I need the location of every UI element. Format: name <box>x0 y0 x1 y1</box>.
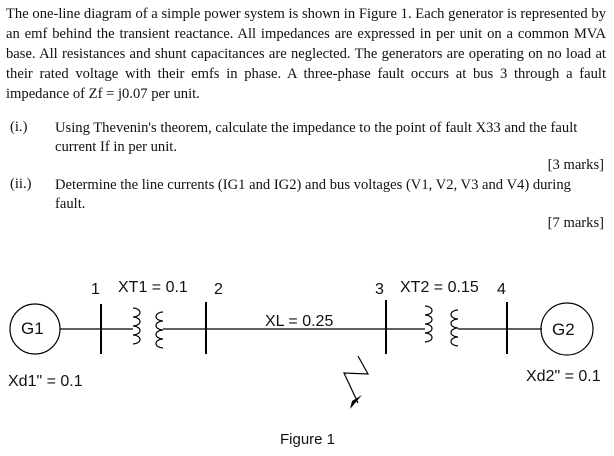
fault-symbol <box>344 356 368 403</box>
figure-caption: Figure 1 <box>280 431 336 448</box>
transformer-1-primary <box>133 308 140 344</box>
problem-intro: The one-line diagram of a simple power system is shown in Figure 1. Each generator is represented by an emf behind the transient reactance. All impedances are expressed in per unit on a common MVA base. All resistances and shunt capacitances are neglected. The generators are operating on no load at their rated voltage with their emfs in phase. A three-phase fault occurs at bus 3 through a fault impedance of Zf = j0.07 per unit. <box>6 6 606 102</box>
xt1-label: XT1 = 0.1 <box>118 279 188 296</box>
question-2-text: Determine the line currents (IG1 and IG2) and bus voltages (V1, V2, V3 and V4) during fault. <box>55 177 571 212</box>
question-1-marks: [3 marks] <box>547 157 604 173</box>
fault-arrowhead <box>350 395 362 409</box>
transformer-2-secondary <box>451 310 458 346</box>
bus-3-label: 3 <box>375 281 384 298</box>
question-2-marks: [7 marks] <box>547 215 604 231</box>
question-1-text: Using Thevenin's theorem, calculate the impedance to the point of fault X33 and the fault current If in per unit. <box>55 120 578 155</box>
transformer-2-primary <box>425 306 432 342</box>
xd1-label: Xd1" = 0.1 <box>8 373 83 390</box>
xt2-label: XT2 = 0.15 <box>400 279 479 296</box>
xl-label: XL = 0.25 <box>265 313 334 330</box>
bus-2-label: 2 <box>214 281 223 298</box>
generator-1-label: G1 <box>21 319 44 338</box>
transformer-1-secondary <box>156 312 163 348</box>
question-1-number: (i.) <box>10 119 28 135</box>
xd2-label: Xd2" = 0.1 <box>526 368 601 385</box>
generator-2-label: G2 <box>552 320 575 339</box>
bus-1-label: 1 <box>91 281 100 298</box>
question-2-number: (ii.) <box>10 176 32 192</box>
bus-4-label: 4 <box>497 281 506 298</box>
